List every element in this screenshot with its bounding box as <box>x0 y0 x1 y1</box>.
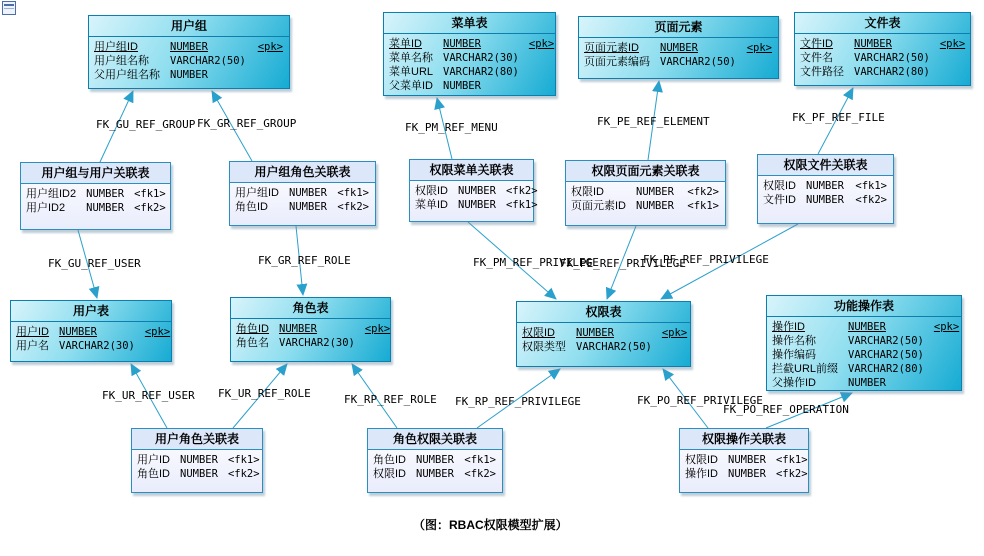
table-title-group-role-link: 用户组角色关联表 <box>230 162 375 183</box>
column-type: VARCHAR2(80) <box>848 363 924 375</box>
column-name: 角色名 <box>236 337 269 349</box>
diagram-caption: （图：RBAC权限模型扩展） <box>413 518 568 532</box>
table-columns <box>579 38 778 71</box>
column-key: <fk2> <box>464 468 496 480</box>
column-type: NUMBER <box>728 454 766 466</box>
table-title-role: 角色表 <box>231 298 390 319</box>
table-columns <box>21 184 170 217</box>
column-type: NUMBER <box>848 321 886 333</box>
column-type: NUMBER <box>180 454 218 466</box>
table-privilege[interactable] <box>516 301 691 367</box>
table-columns <box>566 182 725 215</box>
column-key: <pk> <box>939 38 966 50</box>
table-user[interactable] <box>10 300 172 362</box>
table-user-role-link[interactable] <box>131 428 263 493</box>
column-name: 角色ID <box>235 201 268 213</box>
column-name: 权限ID <box>522 327 555 339</box>
table-columns <box>517 323 690 356</box>
column-type: VARCHAR2(50) <box>660 56 736 68</box>
column-type: NUMBER <box>443 38 481 50</box>
column-key: <fk2> <box>134 202 166 214</box>
relation-label-fk-po-ref-operation: FK_PO_REF_OPERATION <box>723 403 849 416</box>
column-type: VARCHAR2(50) <box>848 349 924 361</box>
table-title-privilege-file-link: 权限文件关联表 <box>758 155 893 176</box>
column-name: 操作名称 <box>772 335 816 347</box>
table-columns <box>767 317 961 392</box>
column-name: 父用户组名称 <box>94 69 160 81</box>
column-name: 拦截URL前缀 <box>772 363 839 375</box>
column-key: <fk1> <box>227 454 260 466</box>
column-key: <fk1> <box>134 188 166 200</box>
table-columns <box>758 176 893 209</box>
column-type: VARCHAR2(80) <box>443 66 519 78</box>
column-name: 用户名 <box>16 340 49 352</box>
column-name: 权限ID <box>373 468 406 480</box>
table-privilege-menu-link[interactable] <box>409 159 538 222</box>
column-type: NUMBER <box>289 187 327 199</box>
column-type: NUMBER <box>576 327 614 339</box>
column-key: <fk2> <box>687 186 719 198</box>
table-privilege-file-link[interactable] <box>757 154 894 224</box>
column-type: NUMBER <box>636 186 674 198</box>
table-group-user-link[interactable] <box>20 162 171 230</box>
column-name: 父菜单ID <box>389 80 433 92</box>
column-name: 页面元素ID <box>584 42 639 54</box>
table-columns <box>680 450 808 483</box>
table-role-privilege-link[interactable] <box>367 428 503 493</box>
table-title-role-privilege-link: 角色权限关联表 <box>368 429 502 450</box>
column-key: <fk1> <box>337 187 369 199</box>
column-type: VARCHAR2(50) <box>170 55 246 67</box>
column-key: <fk1> <box>505 199 538 211</box>
column-type: NUMBER <box>458 185 496 197</box>
column-type: VARCHAR2(50) <box>576 341 652 353</box>
table-columns <box>230 183 375 216</box>
table-title-privilege: 权限表 <box>517 302 690 323</box>
column-name: 用户组名称 <box>94 55 149 67</box>
column-name: 菜单ID <box>415 199 448 211</box>
column-type: NUMBER <box>170 69 208 81</box>
table-title-user-role-link: 用户角色关联表 <box>132 429 262 450</box>
column-name: 用户组ID <box>235 187 279 199</box>
column-type: NUMBER <box>728 468 766 480</box>
column-name: 父操作ID <box>772 377 816 389</box>
column-name: 文件ID <box>800 38 833 50</box>
column-key: <pk> <box>364 323 391 335</box>
column-type: NUMBER <box>59 326 97 338</box>
column-key: <fk2> <box>227 468 260 480</box>
table-title-operation: 功能操作表 <box>767 296 961 317</box>
relation-label-fk-po-ref-privilege: FK_PO_REF_PRIVILEGE <box>637 394 763 407</box>
column-type: NUMBER <box>170 41 208 53</box>
table-page-element[interactable] <box>578 16 779 79</box>
column-name: 操作编码 <box>772 349 816 361</box>
column-type: NUMBER <box>636 200 674 212</box>
column-type: NUMBER <box>86 202 125 214</box>
column-type: NUMBER <box>416 468 454 480</box>
column-type: NUMBER <box>289 201 327 213</box>
relation-label-fk-rp-ref-privilege: FK_RP_REF_PRIVILEGE <box>455 395 581 408</box>
column-type: VARCHAR2(30) <box>59 340 135 352</box>
column-type: NUMBER <box>180 468 218 480</box>
table-menu[interactable] <box>383 12 556 96</box>
column-key: <pk> <box>528 38 555 50</box>
column-type: VARCHAR2(50) <box>848 335 924 347</box>
relation-label-fk-gr-ref-role: FK_GR_REF_ROLE <box>258 254 351 267</box>
relation-label-fk-pe-ref-privilege: FK_PE_REF_PRIVILEGE <box>560 257 686 270</box>
relation-label-fk-gu-ref-group: FK_GU_REF_GROUP <box>96 118 196 131</box>
column-name: 用户ID2 <box>26 202 66 214</box>
table-title-group-user-link: 用户组与用户关联表 <box>21 163 170 184</box>
column-name: 权限ID <box>571 186 604 198</box>
relation-label-fk-pm-ref-privilege: FK_PM_REF_PRIVILEGE <box>473 256 599 269</box>
column-name: 权限ID <box>415 185 448 197</box>
column-name: 用户组ID <box>94 41 138 53</box>
column-name: 页面元素ID <box>571 200 626 212</box>
column-name: 页面元素编码 <box>584 56 650 68</box>
column-name: 权限ID <box>685 454 718 466</box>
column-type: NUMBER <box>848 377 886 389</box>
relation-label-fk-pf-ref-privilege: FK_PF_REF_PRIVILEGE <box>643 253 769 266</box>
table-title-privilege-element-link: 权限页面元素关联表 <box>566 161 725 182</box>
column-name: 菜单URL <box>389 66 434 78</box>
column-name: 文件名 <box>800 52 833 64</box>
column-key: <pk> <box>746 42 772 54</box>
relation-label-fk-rp-ref-role: FK_RP_REF_ROLE <box>344 393 437 406</box>
table-columns <box>410 181 538 214</box>
column-type: NUMBER <box>279 323 317 335</box>
column-name: 菜单名称 <box>389 52 433 64</box>
table-columns <box>89 37 289 84</box>
table-role[interactable] <box>230 297 391 362</box>
column-name: 角色ID <box>236 323 269 335</box>
column-key: <fk2> <box>775 468 808 480</box>
column-type: VARCHAR2(30) <box>279 337 355 349</box>
column-name: 用户ID <box>137 454 170 466</box>
table-title-menu: 菜单表 <box>384 13 555 34</box>
table-title-user: 用户表 <box>11 301 171 322</box>
column-name: 角色ID <box>137 468 170 480</box>
relation-label-fk-gu-ref-user: FK_GU_REF_USER <box>48 257 141 270</box>
column-key: <pk> <box>933 321 960 333</box>
column-key: <pk> <box>257 41 283 53</box>
column-type: VARCHAR2(50) <box>854 52 930 64</box>
column-name: 菜单ID <box>389 38 422 50</box>
relation-label-fk-ur-ref-role: FK_UR_REF_ROLE <box>218 387 311 400</box>
column-type: NUMBER <box>806 194 844 206</box>
relation-label-fk-pf-ref-file: FK_PF_REF_FILE <box>792 111 885 124</box>
column-name: 文件路径 <box>800 66 844 78</box>
column-type: NUMBER <box>660 42 698 54</box>
column-name: 用户组ID2 <box>26 188 77 200</box>
table-file[interactable] <box>794 12 971 86</box>
window-icon <box>2 1 16 15</box>
column-key: <pk> <box>661 327 688 339</box>
column-key: <fk1> <box>464 454 496 466</box>
relation-label-fk-pm-ref-menu: FK_PM_REF_MENU <box>405 121 498 134</box>
column-type: NUMBER <box>806 180 844 192</box>
table-columns <box>795 34 970 81</box>
column-name: 操作ID <box>685 468 718 480</box>
column-name: 角色ID <box>373 454 406 466</box>
table-columns <box>11 322 171 355</box>
table-title-page-element: 页面元素 <box>579 17 778 38</box>
column-type: VARCHAR2(30) <box>443 52 519 64</box>
column-key: <fk1> <box>687 200 719 212</box>
column-key: <fk2> <box>337 201 369 213</box>
column-type: VARCHAR2(80) <box>854 66 930 78</box>
column-name: 操作ID <box>772 321 805 333</box>
table-title-privilege-menu-link: 权限菜单关联表 <box>410 160 533 181</box>
relation-label-fk-gr-ref-group: FK_GR_REF_GROUP <box>197 117 297 130</box>
table-title-privilege-operation-link: 权限操作关联表 <box>680 429 808 450</box>
column-name: 用户ID <box>16 326 49 338</box>
column-key: <fk2> <box>855 194 887 206</box>
table-operation[interactable] <box>766 295 962 391</box>
column-type: NUMBER <box>416 454 454 466</box>
table-columns <box>384 34 555 95</box>
column-name: 权限类型 <box>522 341 566 353</box>
column-key: <fk1> <box>775 454 808 466</box>
table-title-user-group: 用户组 <box>89 16 289 37</box>
relation-label-fk-pe-ref-element: FK_PE_REF_ELEMENT <box>597 115 710 128</box>
table-title-file: 文件表 <box>795 13 970 34</box>
column-key: <fk1> <box>855 180 887 192</box>
table-user-group[interactable] <box>88 15 290 89</box>
column-name: 文件ID <box>763 194 796 206</box>
column-type: NUMBER <box>443 80 481 92</box>
column-name: 权限ID <box>763 180 796 192</box>
column-key: <pk> <box>144 326 171 338</box>
table-privilege-operation-link[interactable] <box>679 428 809 493</box>
table-privilege-element-link[interactable] <box>565 160 726 226</box>
table-columns <box>231 319 390 352</box>
column-type: NUMBER <box>854 38 892 50</box>
column-key: <fk2> <box>505 185 538 197</box>
table-columns <box>368 450 502 483</box>
table-group-role-link[interactable] <box>229 161 376 226</box>
table-columns <box>132 450 262 483</box>
relation-label-fk-ur-ref-user: FK_UR_REF_USER <box>102 389 195 402</box>
column-type: NUMBER <box>458 199 496 211</box>
column-type: NUMBER <box>86 188 125 200</box>
